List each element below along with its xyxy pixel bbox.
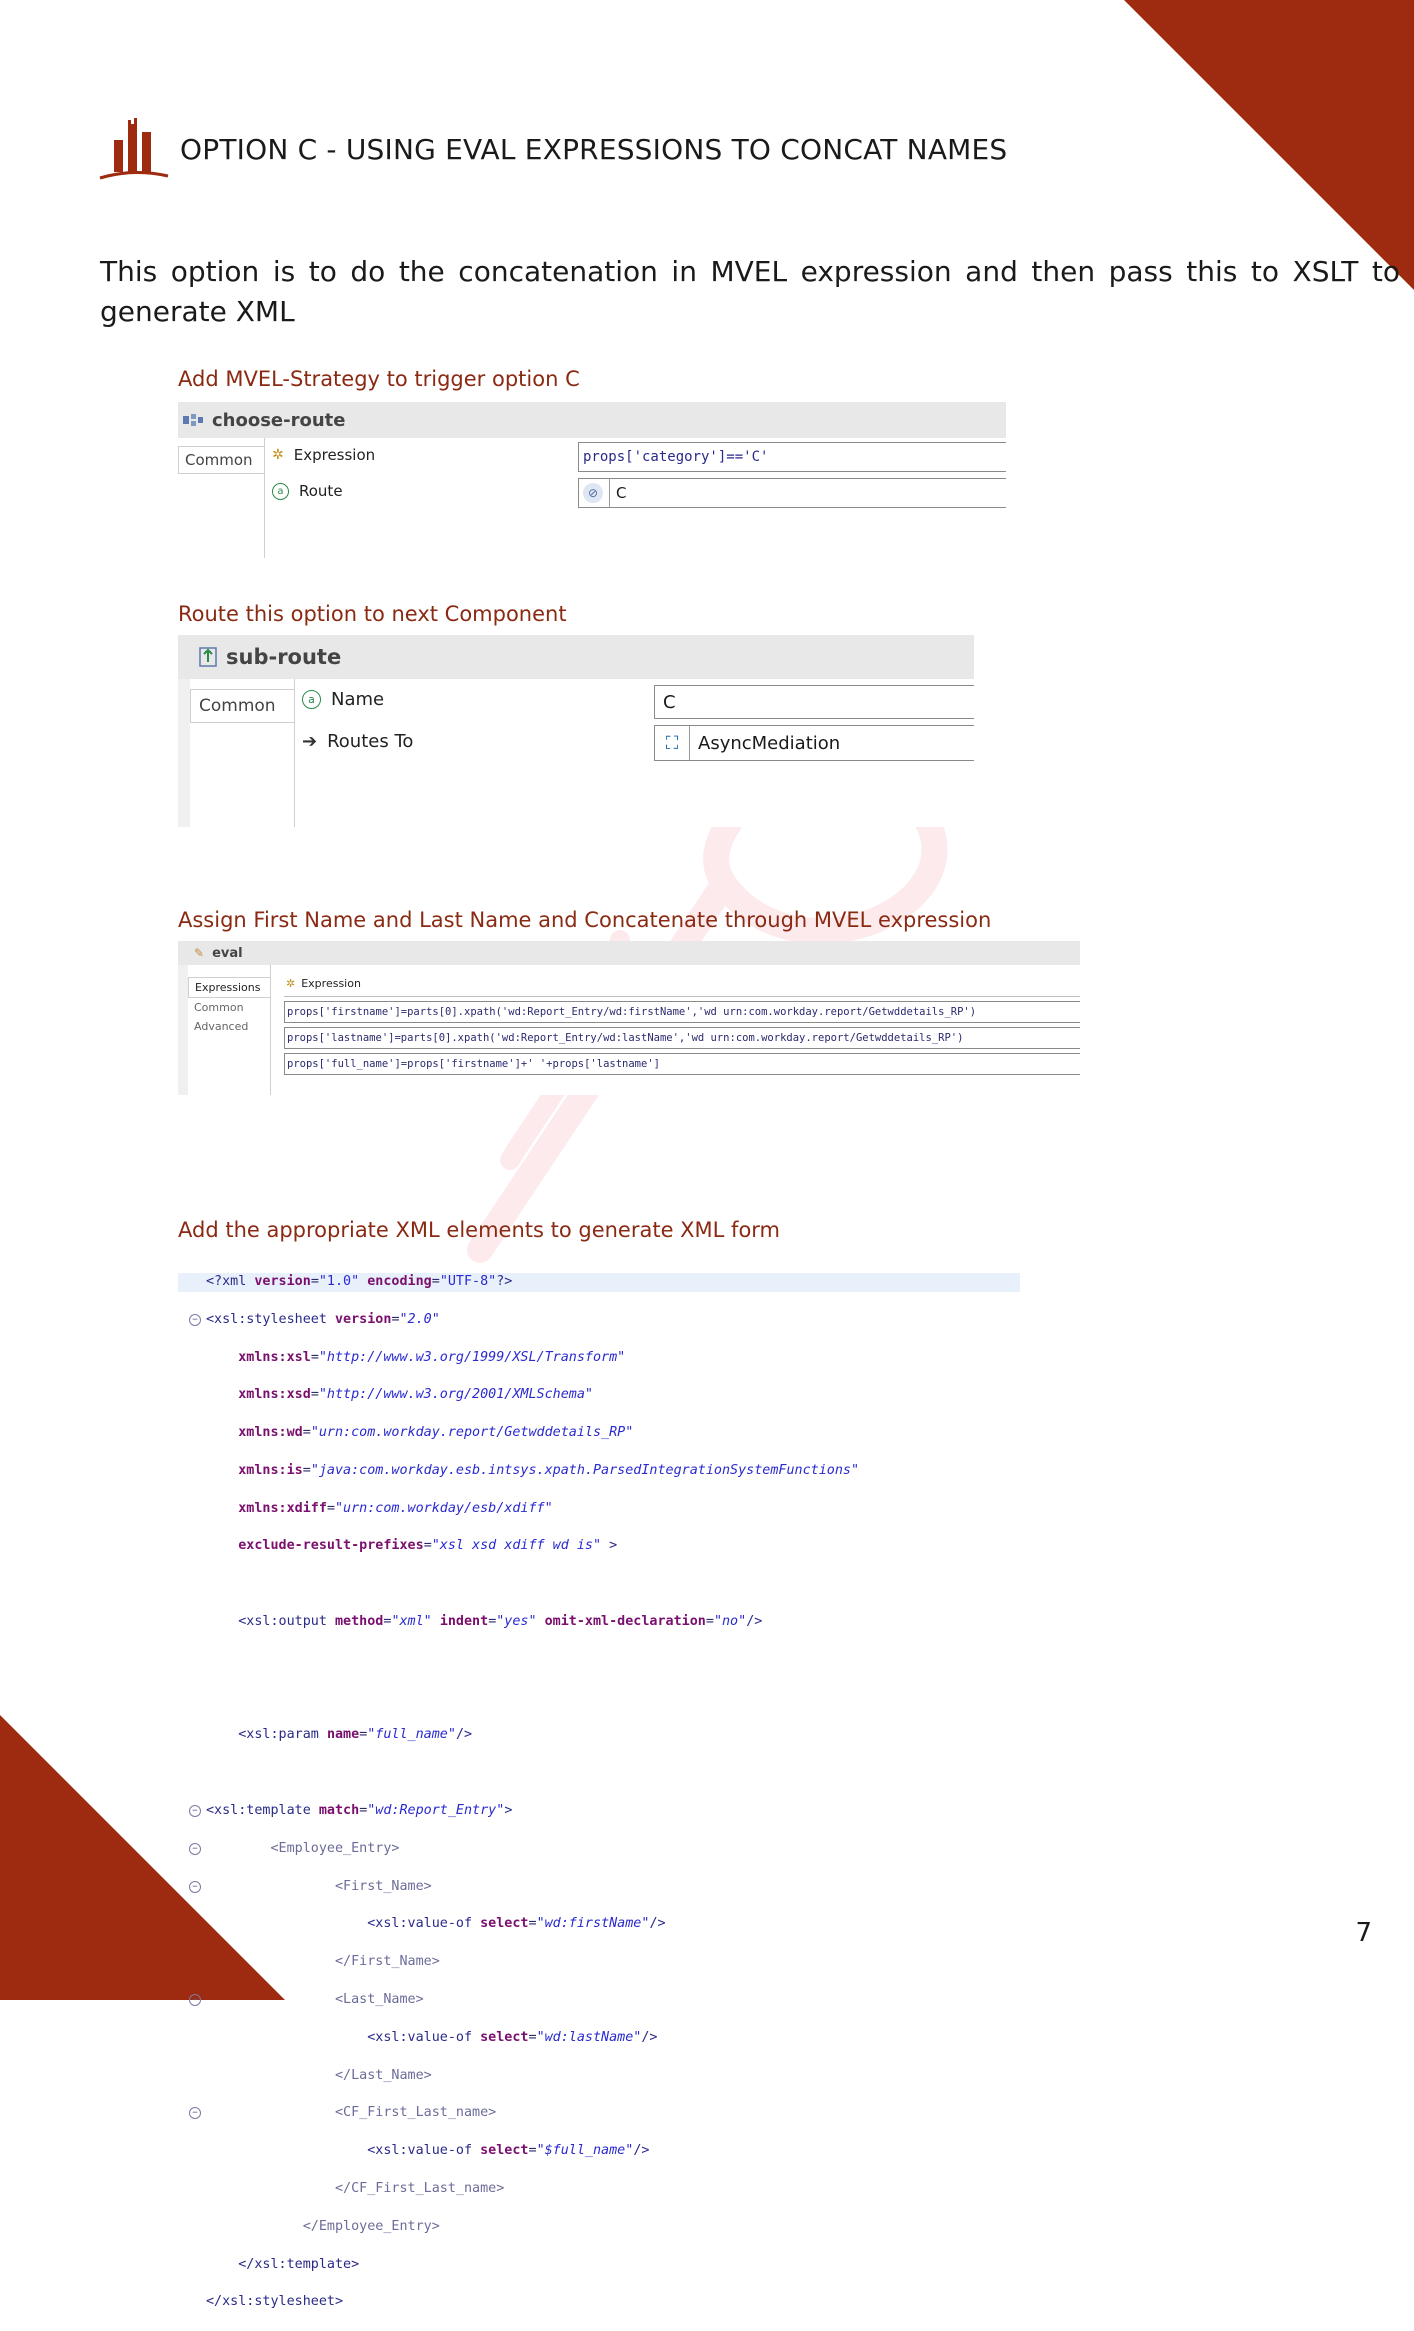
tab-common[interactable]: Common <box>194 1001 244 1014</box>
code-line: − <xsl:template match="wd:Report_Entry"> <box>178 1802 1020 1821</box>
sub-route-icon <box>198 646 218 668</box>
caption-sub-route: Route this option to next Component <box>178 602 567 626</box>
name-input[interactable]: C <box>654 685 974 719</box>
route-label: Route <box>299 482 343 500</box>
arrow-right-icon: ➔ <box>302 731 318 752</box>
sub-route-title-bar <box>178 635 974 679</box>
fold-toggle-icon[interactable]: − <box>189 1881 201 1893</box>
page-number: 7 <box>1355 1918 1372 1948</box>
code-line <box>178 1575 1020 1594</box>
code-line: xmlns:xdiff="urn:com.workday/esb/xdiff" <box>238 1500 553 1516</box>
code-line: xmlns:xsl="http://www.w3.org/1999/XSL/Transform" <box>238 1349 626 1365</box>
tab-expressions[interactable]: Expressions <box>188 977 270 998</box>
eval-title: eval <box>212 945 243 961</box>
fold-toggle-icon[interactable]: − <box>189 1805 201 1817</box>
sub-route-panel <box>178 635 974 827</box>
name-label: Name <box>331 689 385 710</box>
caption-xslt: Add the appropriate XML elements to generate XML form <box>178 1218 781 1242</box>
code-line <box>178 1764 1020 1783</box>
attribute-icon: a <box>272 483 289 500</box>
code-line: <xsl:param name="full_name"/> <box>238 1727 473 1743</box>
expression-input-fullname[interactable]: props['full_name']=props['firstname']+' '+props['lastname'] <box>284 1053 1080 1075</box>
route-input[interactable] <box>578 478 1006 508</box>
code-line: <xsl:output method="xml" indent="yes" omit-xml-declaration="no"/> <box>238 1614 763 1630</box>
code-line: </CF_First_Last_name> <box>206 2181 505 2197</box>
expression-input[interactable]: props['category']=='C' <box>578 442 1006 472</box>
choose-route-panel <box>178 402 1006 558</box>
corner-decoration-top-right <box>1124 0 1414 290</box>
building-logo-icon <box>98 118 170 180</box>
code-line: − <CF_First_Last_name> <box>178 2104 1020 2123</box>
edit-icon[interactable]: ⊘ <box>583 483 603 503</box>
page-title: OPTION C - USING EVAL EXPRESSIONS TO CONCAT NAMES <box>180 132 1008 166</box>
header-divider <box>284 996 1080 997</box>
code-line: xmlns:is="java:com.workday.esb.intsys.xpath.ParsedIntegrationSystemFunctions" <box>238 1462 860 1478</box>
expression-input-firstname[interactable]: props['firstname']=parts[0].xpath('wd:Report_Entry/wd:firstName','wd urn:com.workday.report/Getwddetails_RP') <box>284 1001 1080 1023</box>
intro-paragraph: This option is to do the concatenation in MVEL expression and then pass this to XSLT to generate XML <box>100 255 1400 328</box>
sub-route-left-gutter <box>178 679 190 827</box>
code-line: <xsl:value-of select="wd:firstName"/> <box>367 1916 666 1932</box>
code-line: <xsl:value-of select="$full_name"/> <box>367 2143 650 2159</box>
code-line: xmlns:xsd="http://www.w3.org/2001/XMLSchema" <box>238 1387 593 1403</box>
code-line: − <xsl:stylesheet version="2.0" <box>178 1311 1020 1330</box>
code-line: − <Last_Name> <box>178 1991 1020 2010</box>
sub-route-title: sub-route <box>226 645 342 669</box>
tab-common[interactable]: Common <box>178 446 264 474</box>
attribute-icon: a <box>302 690 321 709</box>
routes-to-label: Routes To <box>327 731 414 752</box>
code-line: </Last_Name> <box>206 2067 432 2083</box>
name-label-row <box>302 689 384 710</box>
eval-title-bar <box>178 941 1080 965</box>
code-line: <?xml version="1.0" encoding="UTF-8"?> <box>178 1273 1020 1292</box>
eval-left-gutter <box>178 965 188 1095</box>
mediation-icon[interactable]: ⛶ <box>665 732 679 754</box>
code-line: − <Employee_Entry> <box>178 1840 1020 1859</box>
fold-toggle-icon[interactable]: − <box>189 1314 201 1326</box>
fold-toggle-icon[interactable]: − <box>189 1843 201 1855</box>
code-line: <xsl:value-of select="wd:lastName"/> <box>367 2029 658 2045</box>
code-line: </xsl:template> <box>238 2256 360 2272</box>
code-line <box>178 1651 1020 1670</box>
pencil-icon: ✎ <box>194 946 205 960</box>
code-line: </Employee_Entry> <box>206 2218 440 2234</box>
routes-to-input[interactable] <box>654 725 974 761</box>
code-line: </xsl:stylesheet> <box>206 2294 344 2310</box>
eval-panel <box>178 941 1080 1095</box>
caption-choose-route: Add MVEL-Strategy to trigger option C <box>178 367 580 391</box>
routes-to-value: AsyncMediation <box>689 726 840 760</box>
code-line: </First_Name> <box>206 1954 440 1970</box>
expression-icon: ✲ <box>272 447 284 463</box>
tab-common[interactable]: Common <box>190 689 294 723</box>
section-heading <box>98 118 1007 180</box>
code-line: − <First_Name> <box>178 1878 1020 1897</box>
eval-tab-column <box>188 965 271 1095</box>
fold-toggle-icon[interactable]: − <box>189 2107 201 2119</box>
code-line: exclude-result-prefixes="xsl xsd xdiff wd is" > <box>238 1538 618 1554</box>
route-strategy-icon <box>182 412 204 428</box>
expression-input-lastname[interactable]: props['lastname']=parts[0].xpath('wd:Report_Entry/wd:lastName','wd urn:com.workday.report/Getwddetails_RP') <box>284 1027 1080 1049</box>
expression-column-header <box>286 977 361 990</box>
expression-header-label: Expression <box>301 977 361 990</box>
choose-route-title-bar <box>178 402 1006 438</box>
expression-icon: ✲ <box>286 977 296 990</box>
route-value: C <box>609 479 626 507</box>
routes-to-label-row <box>302 731 413 752</box>
xslt-code-editor[interactable] <box>178 1254 1020 2310</box>
code-line: xmlns:wd="urn:com.workday.report/Getwddetails_RP" <box>238 1425 634 1441</box>
choose-route-tab-column <box>178 438 265 558</box>
expression-label-row <box>272 446 375 464</box>
sub-route-tab-column <box>178 679 295 827</box>
fold-toggle-icon[interactable]: − <box>189 1994 201 2006</box>
tab-advanced[interactable]: Advanced <box>194 1020 249 1033</box>
caption-eval: Assign First Name and Last Name and Concatenate through MVEL expression <box>178 908 992 932</box>
route-label-row <box>272 482 343 500</box>
expression-label: Expression <box>293 446 376 464</box>
code-line <box>178 1689 1020 1708</box>
choose-route-title: choose-route <box>212 409 346 431</box>
